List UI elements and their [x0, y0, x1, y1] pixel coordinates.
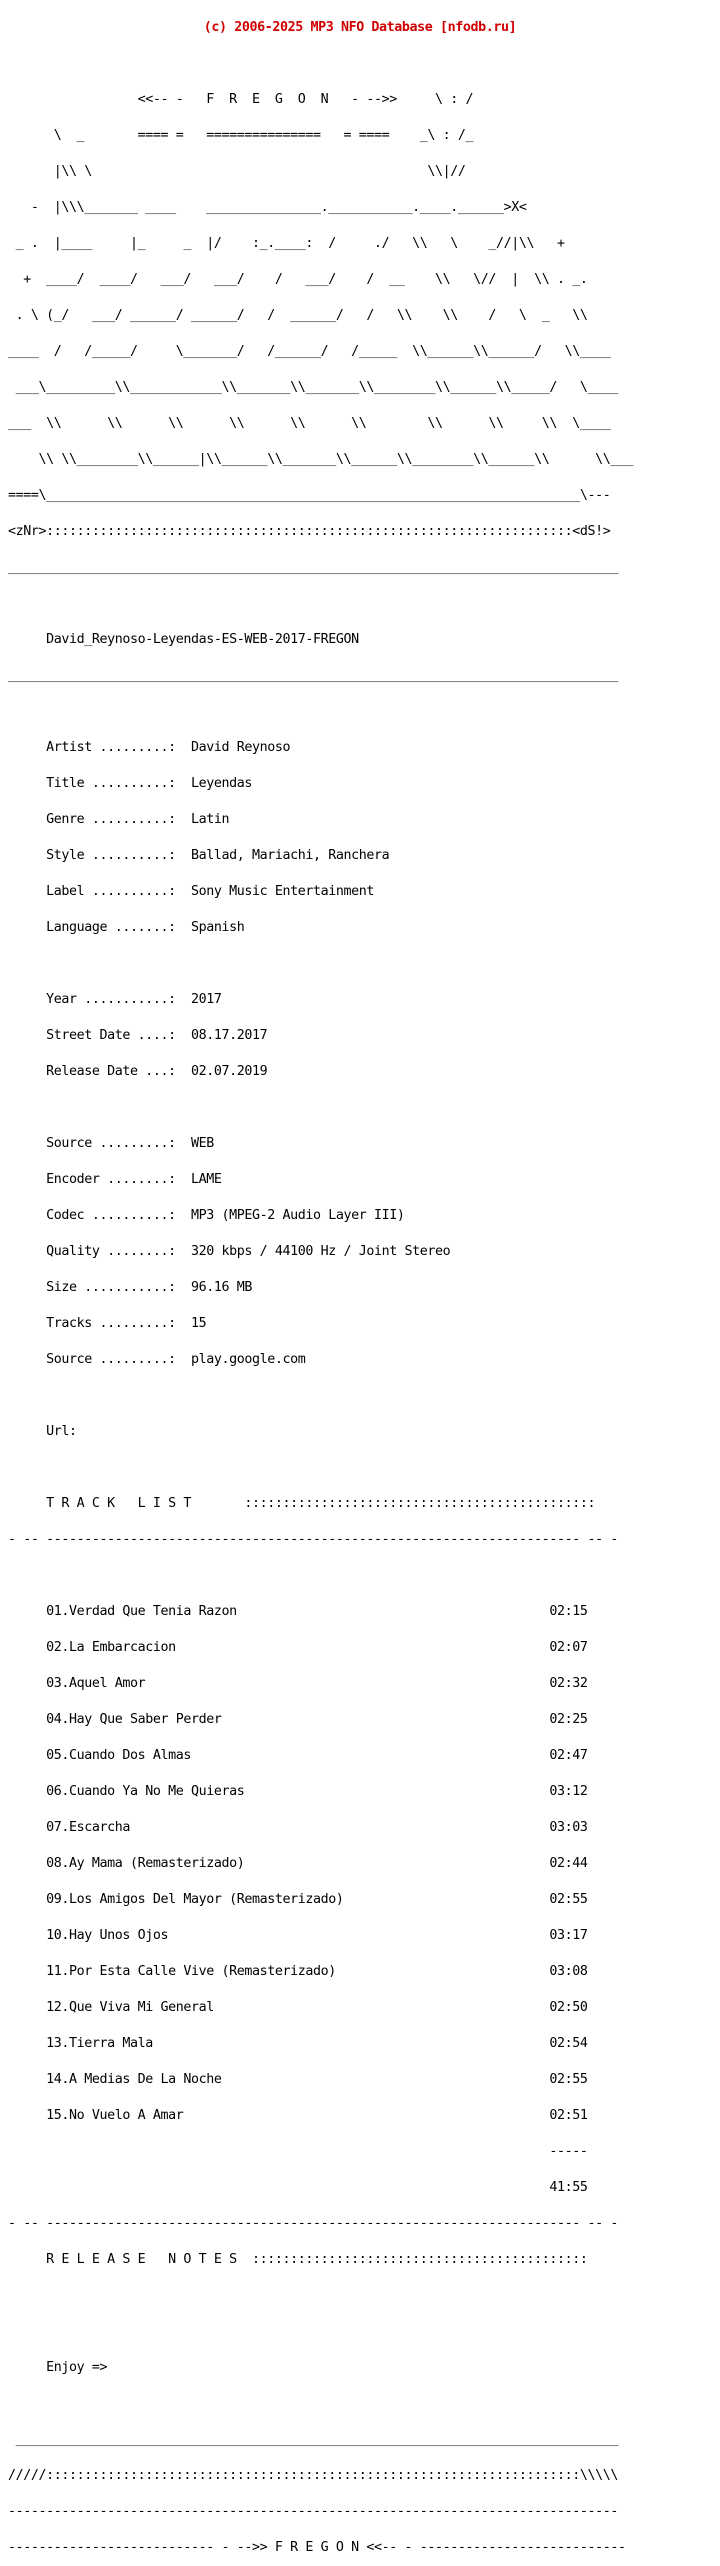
footer-art-line: /////::::::::::::::::::::::::::::::::::::::::::::::::::::::::::::::::::::::\\\\\: [8, 2468, 618, 2483]
release-name: David_Reynoso-Leyendas-ES-WEB-2017-FREGON: [8, 632, 359, 647]
info-size: Size ...........: 96.16 MB: [8, 1280, 252, 1295]
track-row: 01.Verdad Que Tenia Razon 02:15: [8, 1604, 588, 1619]
info-title: Title ..........: Leyendas: [8, 776, 252, 791]
divider: ________________________________________________________________________________: [8, 560, 618, 575]
total-duration: 41:55: [8, 2180, 588, 2195]
track-row: 09.Los Amigos Del Mayor (Remasterizado) 02:55: [8, 1892, 588, 1907]
nfo-line: [8, 958, 712, 970]
divider: - -- ---------------------------------------------------------------------- -- -: [8, 1532, 618, 1547]
divider: - -- ---------------------------------------------------------------------- -- -: [8, 2216, 618, 2231]
info-source-url: Source .........: play.google.com: [8, 1352, 306, 1367]
track-row: 04.Hay Que Saber Perder 02:25: [8, 1712, 588, 1727]
logo-signature-line: <zNr>:::::::::::::::::::::::::::::::::::::::::::::::::::::::::::::::::::::<dS!>: [8, 524, 611, 539]
logo-art-line: ____ / /_____/ \_______/ /______/ /_____ \\______\\______/ \\____: [8, 344, 611, 359]
track-row: 15.No Vuelo A Amar 02:51: [8, 2108, 588, 2123]
info-street-date: Street Date ....: 08.17.2017: [8, 1028, 268, 1043]
nfo-line: [8, 1462, 712, 1474]
footer-art-line: --------------------------------------------------------------------------------: [8, 2504, 618, 2519]
info-encoder: Encoder ........: LAME: [8, 1172, 222, 1187]
logo-art-line: + ____/ ____/ ___/ ___/ / ___/ / __ \\ \// | \\ . _.: [8, 272, 588, 287]
logo-art-line: _ . |____ |_ _ |/ :_.____: / ./ \\ \ _//|\\ +: [8, 236, 565, 251]
logo-art-line: ___\_________\\____________\\_______\\_______\\________\\______\\_____/ \____: [8, 380, 618, 395]
info-artist: Artist .........: David Reynoso: [8, 740, 291, 755]
nfo-line: [8, 2326, 712, 2338]
nfo-text-block: [8, 0, 712, 2566]
info-label: Label ..........: Sony Music Entertainment: [8, 884, 374, 899]
release-notes-heading: R E L E A S E N O T E S ::::::::::::::::::::::::::::::::::::::::::::: [8, 2252, 588, 2267]
nfo-line: [8, 598, 712, 610]
info-quality: Quality ........: 320 kbps / 44100 Hz / Joint Stereo: [8, 1244, 451, 1259]
track-row: 08.Ay Mama (Remasterizado) 02:44: [8, 1856, 588, 1871]
track-row: 10.Hay Unos Ojos 03:17: [8, 1928, 588, 1943]
nfo-line: [8, 2290, 712, 2302]
info-language: Language .......: Spanish: [8, 920, 245, 935]
logo-art-line: ====\______________________________________________________________________\---: [8, 488, 611, 503]
nfo-line: [8, 1570, 712, 1582]
info-genre: Genre ..........: Latin: [8, 812, 230, 827]
logo-art-line: ___ \\ \\ \\ \\ \\ \\ \\ \\ \\ \____: [8, 416, 611, 431]
track-row: 12.Que Viva Mi General 02:50: [8, 2000, 588, 2015]
info-year: Year ...........: 2017: [8, 992, 222, 1007]
track-row: 02.La Embarcacion 02:07: [8, 1640, 588, 1655]
info-tracks: Tracks .........: 15: [8, 1316, 207, 1331]
logo-art-line: \ _ ==== = =============== = ==== _\ : /_: [8, 128, 474, 143]
track-row: 13.Tierra Mala 02:54: [8, 2036, 588, 2051]
logo-art-line: \\ \\________\\______|\\______\\_______\\______\\________\\______\\ \\___: [8, 452, 634, 467]
logo-art-line: |\\ \ \\|//: [8, 164, 466, 179]
footer-group-tag: --------------------------- - -->> F R E G O N <<-- - ---------------------------: [8, 2540, 626, 2555]
release-notes-text: Enjoy =>: [8, 2360, 108, 2375]
tracklist-heading: T R A C K L I S T ::::::::::::::::::::::::::::::::::::::::::::::: [8, 1496, 596, 1511]
track-row: 07.Escarcha 03:03: [8, 1820, 588, 1835]
track-row: 05.Cuando Dos Almas 02:47: [8, 1748, 588, 1763]
nfo-line: [8, 706, 712, 718]
nfo-line: [8, 1390, 712, 1402]
logo-title-line: <<-- - F R E G O N - -->> \ : /: [8, 92, 474, 107]
track-row: 14.A Medias De La Noche 02:55: [8, 2072, 588, 2087]
track-row: 11.Por Esta Calle Vive (Remasterizado) 03:08: [8, 1964, 588, 1979]
logo-art-line: - |\\\_______ ____ _______________.___________.____.______>X<: [8, 200, 527, 215]
nfo-line: [8, 58, 712, 70]
total-separator: -----: [8, 2144, 588, 2159]
info-url: Url:: [8, 1424, 77, 1439]
info-release-date: Release Date ...: 02.07.2019: [8, 1064, 268, 1079]
divider: ________________________________________________________________________________: [8, 668, 618, 683]
info-codec: Codec ..........: MP3 (MPEG-2 Audio Layer III): [8, 1208, 405, 1223]
nfo-line: [8, 2398, 712, 2410]
nfo-line: [8, 1102, 712, 1114]
footer-art-line: _______________________________________________________________________________: [8, 2432, 618, 2447]
logo-art-line: . \ (_/ ___/ ______/ ______/ / ______/ / \\ \\ / \ _ \\: [8, 308, 588, 323]
copyright-banner: (c) 2006-2025 MP3 NFO Database [nfodb.ru]: [203, 20, 517, 35]
info-style: Style ..........: Ballad, Mariachi, Ranchera: [8, 848, 390, 863]
info-source: Source .........: WEB: [8, 1136, 214, 1151]
track-row: 03.Aquel Amor 02:32: [8, 1676, 588, 1691]
track-row: 06.Cuando Ya No Me Quieras 03:12: [8, 1784, 588, 1799]
